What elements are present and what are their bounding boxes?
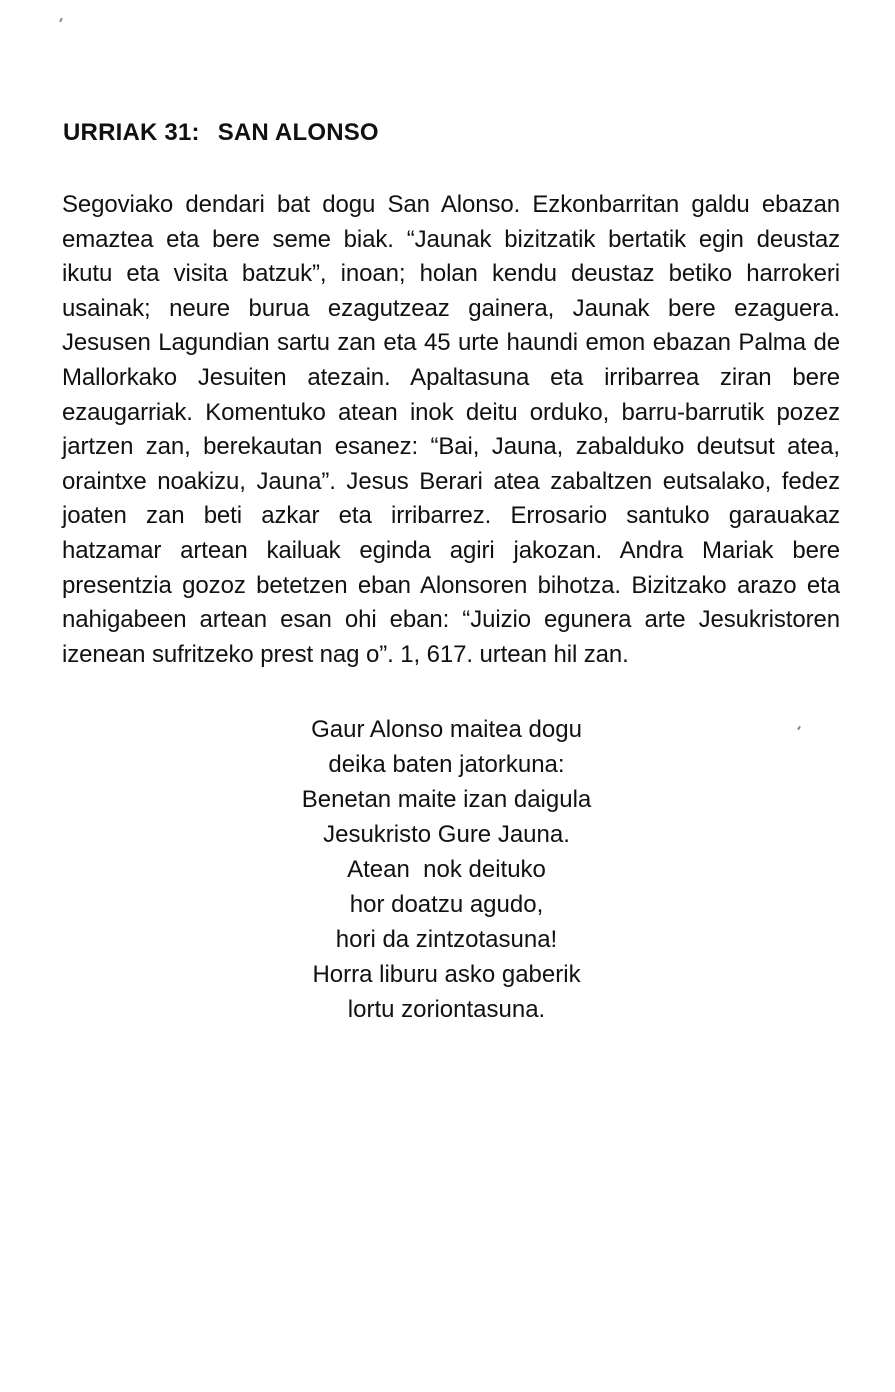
verse-line: Atean nok deituko <box>347 856 546 883</box>
verse-line: Benetan maite izan daigula <box>301 786 592 813</box>
biography-paragraph: Segoviako dendari bat dogu San Alonso. Ezkonbarritan galdu ebazan emaztea eta bere seme biak. “Jaunak bizitzatik bertatik egin deustaz ikutu eta visita batzuk”, inoan; holan kendu deustaz betiko harrokeri usainak; neure burua ezagutzeaz gainera, Jaunak bere ezaguera. Jesusen Lagundian sartu zan eta 45 urte haundi emon ebazan Palma de Mallorkako Jesuiten atezain. Apaltasuna eta irribarrea ziran bere ezaugarriak. Komentuko atean inok deitu orduko, barru-barrutik pozez jartzen zan, berekautan esanez: “Bai, Jauna, zabalduko deutsut atea, oraintxe noakizu, Jauna”. Jesus Berari atea zabaltzen eutsalako, fedez joaten zan beti azkar eta irribarrez. Errosario santuko garauakaz hatzamar artean kailuak eginda agiri jakozan. Andra Mariak bere presentzia gozoz betetzen eban Alonsoren bihotza. Bizitzako arazo eta nahigabeen artean esan ohi eban: “Juizio egunera arte Jesukristoren izenean sufritzeko prest nag o”. 1, 617. urtean hil zan. <box>62 191 840 668</box>
title-date-label: URRIAK 31: <box>63 119 200 146</box>
title-saint-name: SAN ALONSO <box>217 119 379 146</box>
verse-line: lortu zoriontasuna. <box>347 996 546 1023</box>
scan-speck-mark <box>59 18 63 22</box>
page-title <box>63 119 379 147</box>
verse-line: Horra liburu asko gaberik <box>312 961 581 988</box>
verse-line: hori da zintzotasuna! <box>335 926 558 953</box>
verse-line: hor doatzu agudo, <box>349 891 544 918</box>
verse-line: Gaur Alonso maitea dogu <box>311 716 582 743</box>
verse-line: deika baten jatorkuna: <box>328 751 565 778</box>
verse-line: Jesukristo Gure Jauna. <box>323 821 570 848</box>
verse-stanza <box>0 712 895 1027</box>
